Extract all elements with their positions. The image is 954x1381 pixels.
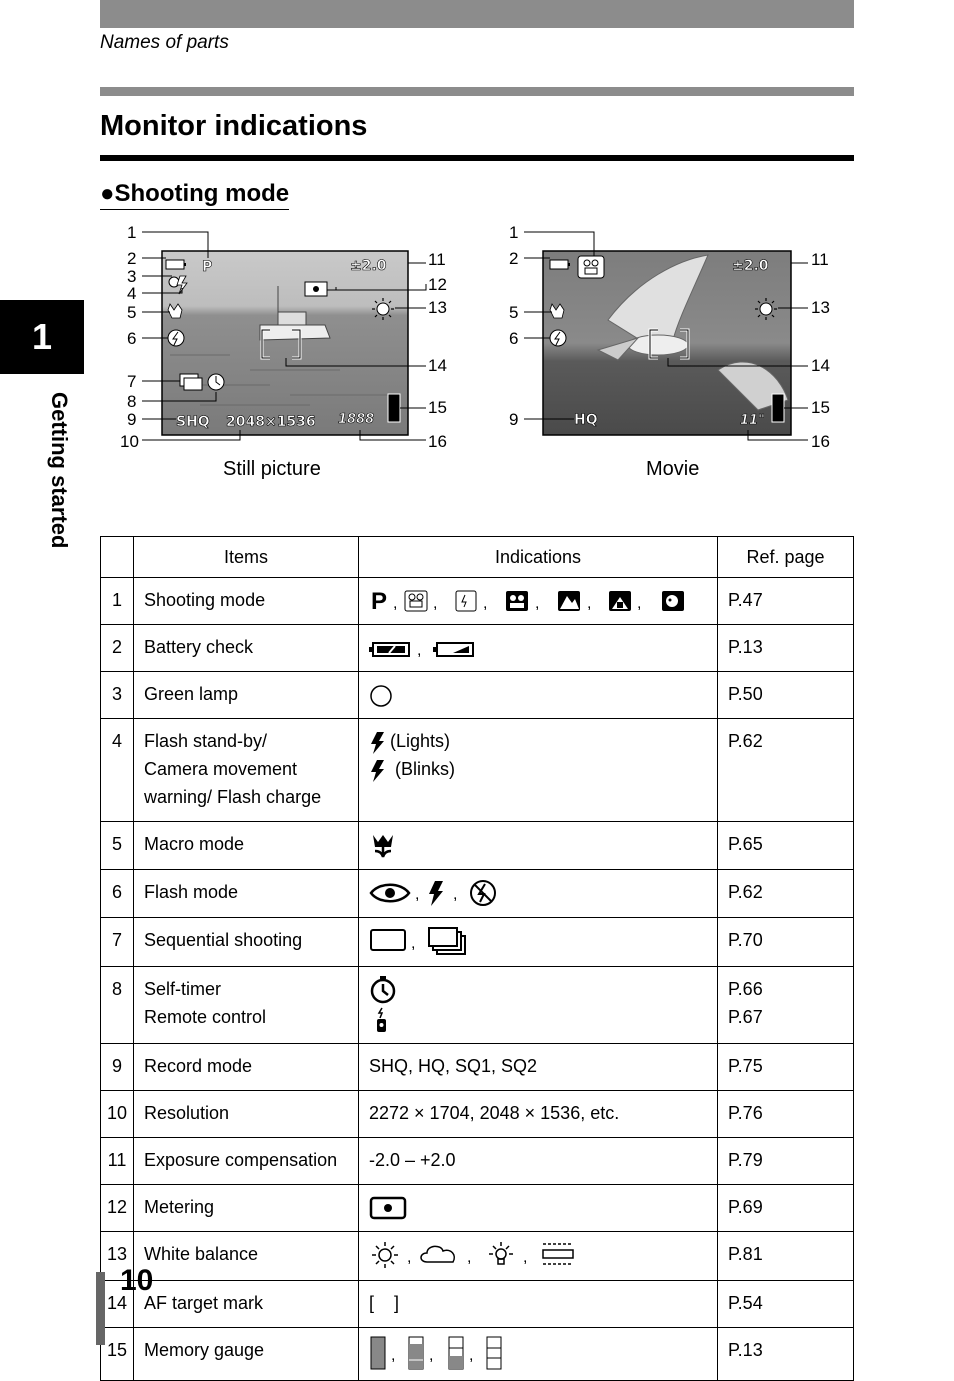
still-callout-7: 7 (127, 372, 137, 391)
row-indication (359, 672, 718, 719)
still-mode-indicator: P (202, 259, 213, 275)
still-lcd-screen (162, 251, 408, 435)
row-number: 11 (101, 1137, 134, 1184)
page-title: Monitor indications (100, 110, 368, 142)
chapter-side-label (32, 392, 72, 572)
row-ref: P.69 (718, 1184, 854, 1231)
page-number-bar (96, 1272, 105, 1345)
row-item: AF target mark (134, 1280, 359, 1327)
still-callout-9: 9 (127, 410, 137, 429)
still-callout-1: 1 (127, 223, 137, 242)
row-item: White balance (134, 1231, 359, 1280)
table-row (101, 719, 854, 822)
svg-text:P: P (371, 588, 388, 615)
table-row (101, 917, 854, 966)
flash-lights-text: (Lights) (390, 731, 451, 752)
still-callout-15: 15 (428, 398, 447, 417)
row-indication (359, 719, 718, 822)
svg-text:,: , (393, 595, 398, 613)
movie-caption: Movie (646, 458, 700, 480)
table-row (101, 1184, 854, 1231)
row-ref: P.70 (718, 917, 854, 966)
still-memory-gauge (388, 394, 400, 422)
svg-text:,: , (637, 595, 642, 613)
row-item (134, 967, 359, 1044)
still-callout-4: 4 (127, 284, 137, 303)
title-rule-top (100, 87, 854, 96)
table-row (101, 672, 854, 719)
row-item: Exposure compensation (134, 1137, 359, 1184)
section-subtitle: ●Shooting mode (100, 180, 289, 210)
row-indication (359, 967, 718, 1044)
svg-text:,: , (483, 595, 488, 613)
row-item: Green lamp (134, 672, 359, 719)
remote-control-icon (369, 1007, 399, 1033)
row-item-line: Remote control (144, 1007, 267, 1027)
sequential-shooting-icons (369, 926, 479, 956)
row-item (134, 719, 359, 822)
row-item: Memory gauge (134, 1327, 359, 1380)
row-indication (359, 1184, 718, 1231)
row-ref: P.13 (718, 1327, 854, 1380)
row-number: 15 (101, 1327, 134, 1380)
row-indication: [ ] (359, 1280, 718, 1327)
title-rule-bottom (100, 155, 854, 161)
flash-mode-icons (369, 879, 509, 907)
header-indications: Indications (359, 537, 718, 578)
row-indication (359, 625, 718, 672)
svg-text:,: , (433, 595, 438, 613)
row-item: Macro mode (134, 822, 359, 869)
still-exposure-indicator: ±2.0 (350, 258, 387, 274)
svg-text:,: , (407, 1248, 412, 1266)
row-indication: -2.0 – +2.0 (359, 1137, 718, 1184)
still-callout-11: 11 (428, 250, 446, 269)
row-ref: P.62 (718, 869, 854, 917)
row-item: Record mode (134, 1043, 359, 1090)
svg-text:,: , (429, 1346, 434, 1364)
still-callout-14: 14 (428, 356, 447, 375)
svg-text:,: , (467, 1248, 472, 1266)
svg-text:,: , (453, 885, 458, 903)
flash-lights-line (369, 727, 709, 755)
shooting-mode-icons (369, 588, 699, 614)
svg-text:,: , (391, 1346, 396, 1364)
table-row (101, 1137, 854, 1184)
row-item-line: Camera movement (144, 759, 298, 780)
row-ref-line: P.66 (728, 979, 763, 999)
svg-text:,: , (411, 935, 416, 952)
table-row (101, 625, 854, 672)
still-callout-16: 16 (428, 432, 447, 451)
row-ref: P.54 (718, 1280, 854, 1327)
row-item: Resolution (134, 1090, 359, 1137)
movie-callout-11: 11 (811, 250, 829, 269)
row-ref-line: P.67 (728, 1007, 763, 1027)
svg-text:,: , (469, 1346, 474, 1364)
row-ref: P.79 (718, 1137, 854, 1184)
still-callout-2: 2 (127, 249, 137, 268)
indications-table (100, 536, 854, 1381)
row-number: 6 (101, 869, 134, 917)
row-ref: P.65 (718, 822, 854, 869)
table-row (101, 578, 854, 625)
flash-blink-icon (369, 759, 385, 783)
row-number: 9 (101, 1043, 134, 1090)
row-number: 10 (101, 1090, 134, 1137)
white-balance-icons (369, 1240, 589, 1270)
chapter-title: Getting started (47, 392, 72, 549)
macro-icon (369, 833, 397, 859)
row-number: 7 (101, 917, 134, 966)
header-items: Items (134, 537, 359, 578)
row-indication (359, 578, 718, 625)
row-ref (718, 967, 854, 1044)
movie-callout-6: 6 (509, 329, 519, 348)
svg-text:,: , (417, 641, 422, 659)
flash-blinks-line (369, 755, 709, 783)
row-ref: P.50 (718, 672, 854, 719)
metering-icon (369, 1196, 409, 1220)
still-frame-count: 1888 (338, 412, 375, 427)
row-item: Metering (134, 1184, 359, 1231)
row-indication: SHQ, HQ, SQ1, SQ2 (359, 1043, 718, 1090)
row-ref: P.47 (718, 578, 854, 625)
row-item: Flash mode (134, 869, 359, 917)
row-item-line: Flash stand-by/ (144, 731, 268, 752)
still-callout-10: 10 (120, 432, 139, 451)
svg-text:,: , (587, 595, 592, 613)
movie-callout-5: 5 (509, 303, 519, 322)
still-callout-3: 3 (127, 267, 137, 286)
green-lamp-icon (369, 684, 393, 708)
movie-callout-16: 16 (811, 432, 830, 451)
movie-callout-14: 14 (811, 356, 830, 375)
row-number: 2 (101, 625, 134, 672)
svg-text:,: , (523, 1248, 528, 1266)
page-number: 10 (120, 1264, 154, 1297)
row-indication (359, 917, 718, 966)
still-callout-12: 12 (428, 275, 447, 294)
movie-callout-13: 13 (811, 298, 830, 317)
movie-callout-15: 15 (811, 398, 830, 417)
table-row (101, 1090, 854, 1137)
row-ref: P.81 (718, 1231, 854, 1280)
row-number: 14 (101, 1280, 134, 1327)
row-number: 4 (101, 719, 134, 822)
svg-text:,: , (535, 595, 540, 613)
table-header-row (101, 537, 854, 578)
row-indication: 2272 × 1704, 2048 × 1536, etc. (359, 1090, 718, 1137)
table-row (101, 1280, 854, 1327)
header-ref: Ref. page (718, 537, 854, 578)
movie-callout-2: 2 (509, 249, 519, 268)
still-callout-8: 8 (127, 392, 137, 411)
row-indication (359, 869, 718, 917)
header-num (101, 537, 134, 578)
table-row (101, 822, 854, 869)
row-ref: P.76 (718, 1090, 854, 1137)
row-ref: P.62 (718, 719, 854, 822)
row-number: 3 (101, 672, 134, 719)
still-callout-13: 13 (428, 298, 447, 317)
movie-time-remaining: 11" (740, 413, 765, 428)
table-row (101, 1043, 854, 1090)
flash-icon (369, 731, 385, 755)
still-picture-diagram (110, 220, 470, 460)
section-label: Names of parts (100, 32, 229, 53)
row-item: Shooting mode (134, 578, 359, 625)
table-row (101, 1231, 854, 1280)
row-number: 5 (101, 822, 134, 869)
row-indication (359, 822, 718, 869)
movie-callout-1: 1 (509, 223, 519, 242)
svg-text:,: , (415, 885, 420, 903)
movie-callout-9: 9 (509, 410, 519, 429)
row-item: Sequential shooting (134, 917, 359, 966)
header-bar (100, 0, 854, 28)
row-number: 13 (101, 1231, 134, 1280)
self-timer-icon (369, 976, 399, 1004)
still-record-mode: SHQ (176, 414, 210, 430)
battery-icons (369, 639, 489, 659)
row-indication (359, 1327, 718, 1380)
chapter-tab: 1 (0, 300, 84, 374)
row-item-line: Self-timer (144, 979, 222, 999)
table-row (101, 1327, 854, 1380)
movie-memory-gauge (772, 394, 784, 422)
row-item: Battery check (134, 625, 359, 672)
row-ref: P.75 (718, 1043, 854, 1090)
still-callout-6: 6 (127, 329, 137, 348)
row-number: 8 (101, 967, 134, 1044)
row-indication (359, 1231, 718, 1280)
row-number: 12 (101, 1184, 134, 1231)
memory-gauge-icons (369, 1336, 519, 1370)
row-ref: P.13 (718, 625, 854, 672)
still-callout-5: 5 (127, 303, 137, 322)
row-number: 1 (101, 578, 134, 625)
still-caption: Still picture (223, 458, 321, 480)
movie-exposure-indicator: ±2.0 (732, 258, 769, 274)
movie-record-mode: HQ (574, 412, 598, 428)
flash-blinks-text: (Blinks) (395, 759, 456, 780)
row-item-line: warning/ Flash charge (144, 787, 322, 808)
table-row (101, 967, 854, 1044)
table-row (101, 869, 854, 917)
still-resolution: 2048×1536 (226, 414, 316, 430)
